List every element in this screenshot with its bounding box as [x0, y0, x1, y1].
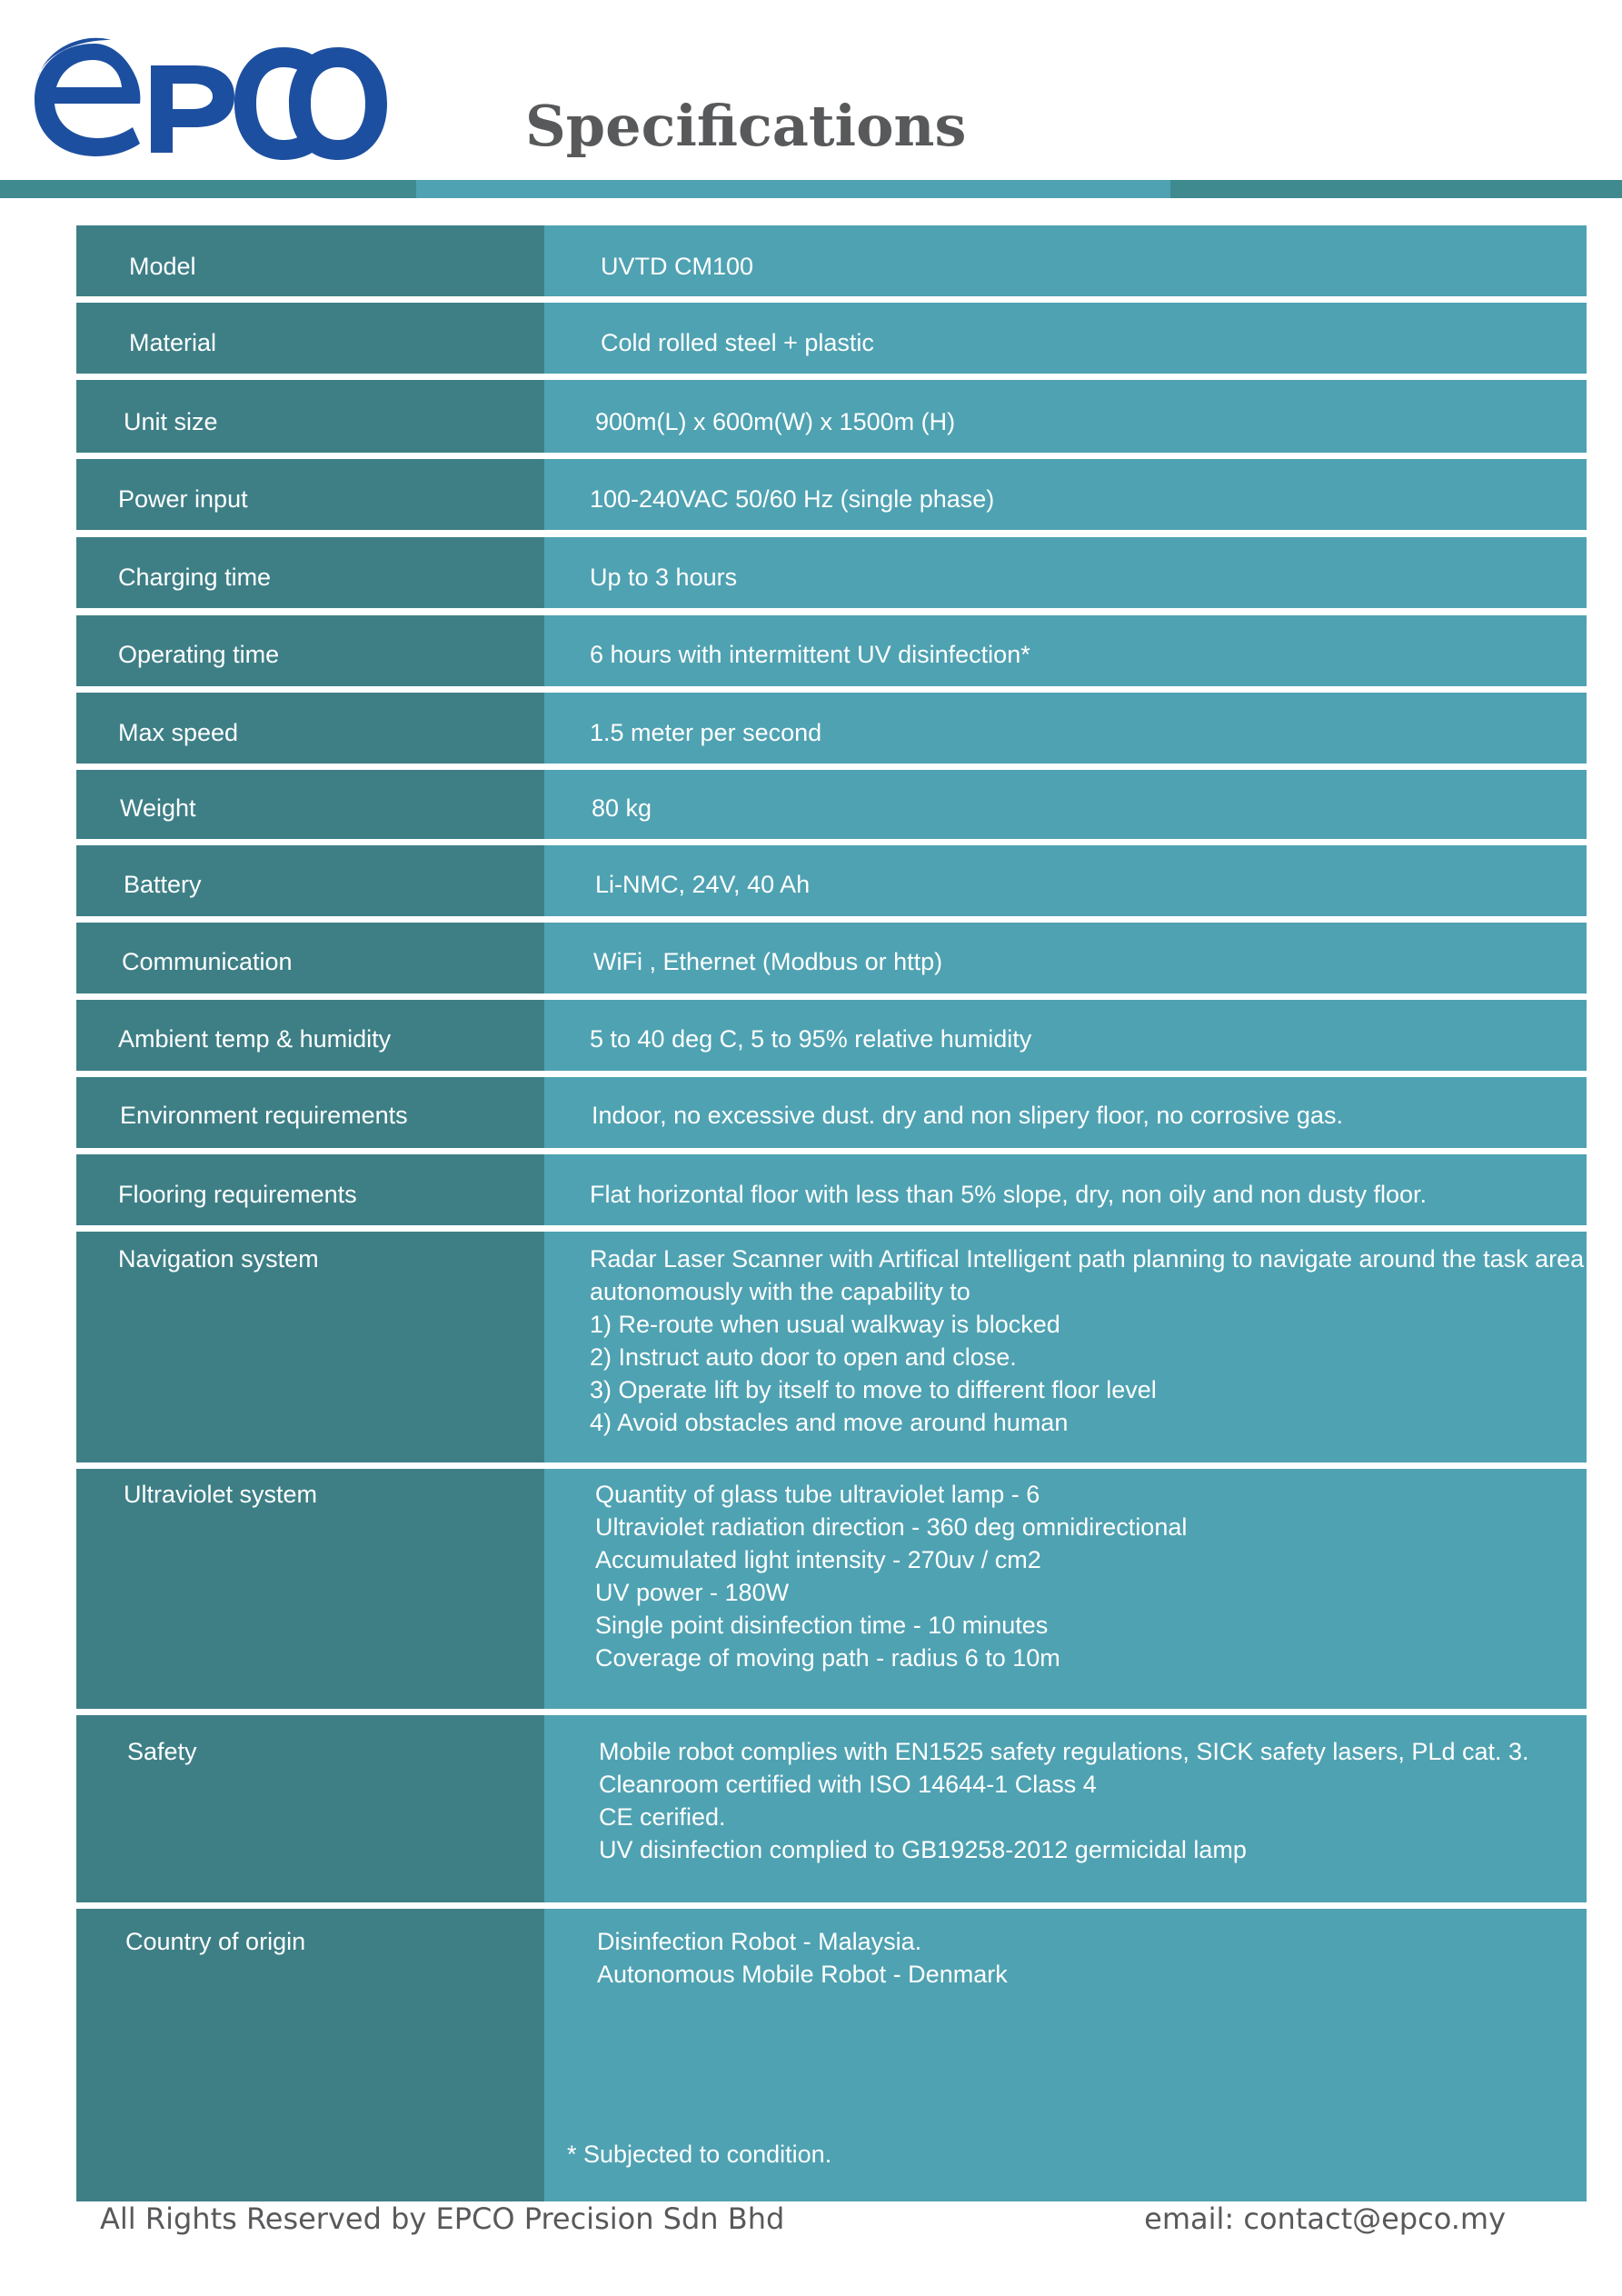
row-label: Battery: [124, 871, 202, 898]
row-value-line: WiFi , Ethernet (Modbus or http): [593, 948, 943, 975]
row-label: Material: [129, 329, 217, 356]
row-label: Flooring requirements: [118, 1181, 357, 1208]
table-row: [76, 1077, 1587, 1148]
footer-email: email: contact@epco.my: [1144, 2201, 1506, 2236]
row-label: Safety: [127, 1738, 197, 1765]
row-value-line: UVTD CM100: [601, 253, 754, 280]
table-row: [76, 380, 1587, 453]
header-stripe: [0, 180, 1622, 198]
row-value: [590, 638, 1030, 671]
row-value-line: 3) Operate lift by itself to move to different floor level: [590, 1376, 1157, 1403]
row-value-cell: [544, 1154, 1587, 1225]
table-row: [76, 923, 1587, 993]
row-value: [592, 1099, 1343, 1132]
table-row: [76, 1715, 1587, 1902]
row-value-line: Accumulated light intensity - 270uv / cm2: [595, 1546, 1041, 1573]
row-value: [593, 945, 942, 978]
row-label-cell: [76, 380, 544, 453]
row-label: Communication: [122, 948, 293, 975]
row-label-cell: [76, 1077, 544, 1148]
header-stripe-right: [1170, 180, 1622, 198]
row-value-line: 2) Instruct auto door to open and close.: [590, 1343, 1017, 1371]
row-value: [597, 1925, 1008, 1991]
row-value-cell: [544, 1077, 1587, 1148]
row-value-line: 5 to 40 deg C, 5 to 95% relative humidity: [590, 1025, 1032, 1053]
row-label-cell: [76, 615, 544, 686]
row-value-line: CE cerified.: [599, 1803, 726, 1831]
row-label-cell: [76, 1715, 544, 1902]
row-value-line: Up to 3 hours: [590, 564, 738, 591]
row-value-line: Ultraviolet radiation direction - 360 deg omnidirectional: [595, 1513, 1188, 1541]
row-label: Ambient temp & humidity: [118, 1025, 392, 1053]
row-value-line: Radar Laser Scanner with Artifical Intelligent path planning to navigate around the task area: [590, 1245, 1585, 1273]
table-row: [76, 845, 1587, 916]
row-value-line: 6 hours with intermittent UV disinfection*: [590, 641, 1030, 668]
row-label-cell: [76, 225, 544, 296]
row-label-cell: [76, 1469, 544, 1709]
row-value-cell: [544, 845, 1587, 916]
table-row: [76, 1232, 1587, 1462]
row-value: [595, 405, 955, 438]
table-row: [76, 693, 1587, 764]
row-label: Unit size: [124, 408, 218, 435]
row-value: [590, 716, 821, 749]
table-row: [76, 1469, 1587, 1709]
row-value-line: autonomously with the capability to: [590, 1278, 970, 1305]
row-value-line: Li-NMC, 24V, 40 Ah: [595, 871, 811, 898]
row-value-line: Disinfection Robot - Malaysia.: [597, 1928, 922, 1955]
row-value-line: Autonomous Mobile Robot - Denmark: [597, 1961, 1008, 1988]
row-value: [601, 250, 753, 283]
row-value: [590, 1243, 1584, 1439]
header-stripe-middle: [416, 180, 1170, 198]
row-value-cell: [544, 1000, 1587, 1071]
row-label-cell: [76, 537, 544, 608]
row-label: Ultraviolet system: [124, 1481, 318, 1508]
row-label: Environment requirements: [120, 1102, 408, 1129]
footer-copyright: All Rights Reserved by EPCO Precision Sdn Bhd: [100, 2201, 785, 2236]
row-label: Model: [129, 253, 196, 280]
row-value: [595, 868, 810, 901]
row-value-cell: [544, 1715, 1587, 1902]
row-value-line: 4) Avoid obstacles and move around human: [590, 1409, 1069, 1436]
row-label-cell: [76, 923, 544, 993]
row-value: [592, 792, 652, 824]
row-value-cell: [544, 770, 1587, 839]
row-value-cell: [544, 225, 1587, 296]
row-value-cell: [544, 693, 1587, 764]
row-value-cell: [544, 1232, 1587, 1462]
row-value-cell: [544, 380, 1587, 453]
row-value-line: Coverage of moving path - radius 6 to 10m: [595, 1644, 1060, 1672]
row-value-cell: [544, 615, 1587, 686]
row-value-line: Flat horizontal floor with less than 5% slope, dry, non oily and non dusty floor.: [590, 1181, 1428, 1208]
row-label-cell: [76, 693, 544, 764]
row-value: [590, 1178, 1427, 1211]
row-value-line: 80 kg: [592, 794, 652, 822]
row-label: Navigation system: [118, 1245, 319, 1273]
epco-logo: [31, 36, 394, 164]
row-label-cell: [76, 845, 544, 916]
row-value: [590, 1023, 1031, 1055]
row-label: Country of origin: [125, 1928, 306, 1955]
table-row: [76, 225, 1587, 296]
row-label-cell: [76, 1154, 544, 1225]
page-title: Specifications: [525, 93, 967, 159]
table-row: [76, 537, 1587, 608]
row-value-line: UV power - 180W: [595, 1579, 790, 1606]
row-label-cell: [76, 1909, 544, 2201]
row-value-line: UV disinfection complied to GB19258-2012 germicidal lamp: [599, 1836, 1247, 1863]
row-value-line: 1) Re-route when usual walkway is blocked: [590, 1311, 1060, 1338]
row-value-cell: [544, 303, 1587, 374]
row-value: [599, 1735, 1529, 1866]
row-value-line: 900m(L) x 600m(W) x 1500m (H): [595, 408, 956, 435]
row-label: Power input: [118, 485, 248, 513]
table-row: [76, 1154, 1587, 1225]
row-value-line: 100-240VAC 50/60 Hz (single phase): [590, 485, 995, 513]
row-label-cell: [76, 770, 544, 839]
header-stripe-left: [0, 180, 416, 198]
row-label: Weight: [120, 794, 196, 822]
row-value-cell: [544, 459, 1587, 530]
row-value-cell: [544, 537, 1587, 608]
row-label: Max speed: [118, 719, 239, 746]
table-row: [76, 770, 1587, 839]
row-label: Operating time: [118, 641, 280, 668]
row-value-line: Cleanroom certified with ISO 14644-1 Class 4: [599, 1771, 1097, 1798]
row-value-line: Cold rolled steel + plastic: [601, 329, 874, 356]
table-row: [76, 615, 1587, 686]
row-value-line: Mobile robot complies with EN1525 safety regulations, SICK safety lasers, PLd cat. 3.: [599, 1738, 1529, 1765]
row-label-cell: [76, 1232, 544, 1462]
row-value-cell: [544, 1469, 1587, 1709]
row-value: [590, 561, 737, 594]
row-value: [601, 326, 874, 359]
row-value-line: Quantity of glass tube ultraviolet lamp - 6: [595, 1481, 1040, 1508]
row-label-cell: [76, 303, 544, 374]
table-row: [76, 1000, 1587, 1071]
row-value-line: Indoor, no excessive dust. dry and non slipery floor, no corrosive gas.: [592, 1102, 1343, 1129]
row-label-cell: [76, 1000, 544, 1071]
epco-logo-graphic: [31, 36, 394, 164]
row-value: [595, 1478, 1187, 1674]
row-value-line: Single point disinfection time - 10 minutes: [595, 1612, 1049, 1639]
table-row: [76, 303, 1587, 374]
row-value-cell: [544, 923, 1587, 993]
row-value: [590, 483, 994, 515]
row-label: Charging time: [118, 564, 272, 591]
footnote: * Subjected to condition.: [567, 2141, 832, 2168]
row-value-line: 1.5 meter per second: [590, 719, 822, 746]
table-row: [76, 459, 1587, 530]
row-label-cell: [76, 459, 544, 530]
